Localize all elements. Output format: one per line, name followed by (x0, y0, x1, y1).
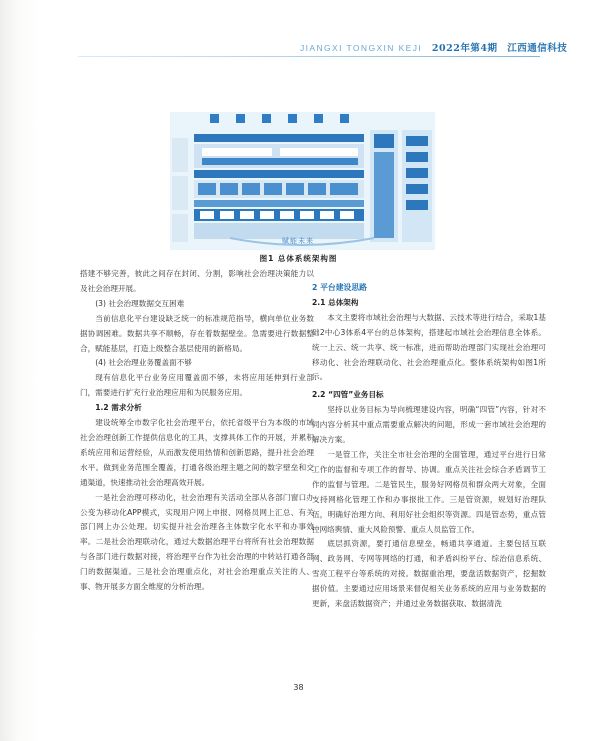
paragraph: 一是社会治理可移动化，社会治理有关活动全部从各部门窗口办公变为移动化APP模式，实现用户网上申报、网格员网上汇总、有关部门网上办公处理。切实提升社会治理各主体数字化水平和办事效率。二是社会治理联动化，通过大数据治理平台将所有社会治理数据与各部门进行数据对接，将治理平台作为社会治理的中转站打通各部门的数据渠道。三是社会治理重点化，对社会治理重点关注的人、事、物开展多方面全维度的分析治理。 (80, 492, 314, 592)
subsection-heading: 2.2 “四管”业务目标 (312, 390, 384, 400)
header-rule (78, 56, 540, 57)
list-item-heading: (3) 社会治理数据交互困难 (95, 298, 185, 308)
journal-name-chinese: 江西通信科技 (507, 43, 568, 54)
running-header (300, 40, 567, 54)
subsection-heading: 2.1 总体架构 (312, 297, 359, 307)
section-heading: 1.2 需求分析 (95, 403, 142, 413)
journal-name-pinyin: JIANGXI TONGXIN KEJI (300, 43, 423, 53)
section-heading: 2 平台建设思路 (312, 283, 367, 292)
page-number: 38 (293, 683, 304, 692)
paragraph: 本文主要将市域社会治理与大数据、云技术等进行结合，采取1基础2中心3体系4平台的总体架构，搭建起市域社会治理信息全体系。统一上云、统一共享、统一标准，进而帮助治理部门实现社会治理可移动化、社会治理联动化、社会治理重点化。整体系统架构如图1所示。 (312, 312, 546, 382)
issue-number: 2022年第4期 (431, 43, 498, 54)
figure-caption: 图1 总体系统架构图 (259, 254, 338, 263)
paragraph: 现有信息化平台业务应用覆盖面不够，未将应用延伸到行业部门，需要进行扩充行业治理应用和为民服务应用。 (80, 373, 314, 398)
paragraph: 底层抓资源，要打通信息壁垒，畅通共享通道。主要包括互联网、政务网、专网等网络的打通，和矛盾纠纷平台、综治信息系统、雪亮工程平台等系统的对接。数据重治理，要盘活数据资产，挖掘数据价值。主要通过应用场景来督促相关业务系统的应用与业务数据的更新，来盘活数据资产；并通过业务数据获取、数据清洗 (312, 539, 546, 609)
architecture-figure (170, 112, 435, 250)
left-column (80, 267, 314, 595)
architecture-diagram (170, 112, 435, 250)
paragraph: 建设统筹全市数字化社会治理平台，依托省级平台为本级的市域社会治理创新工作提供信息化的工具，支撑具体工作的开展，并累积系统应用和运营经验，从而激发使用热情和创新思路，提升社会治理水平。做到业务范围全覆盖，打通各级治理主题之间的数字壁垒和交通渠道，快速推动社会治理高效开展。 (80, 418, 314, 487)
right-column (312, 267, 546, 612)
paragraph: 坚持以业务目标为导向梳理建设内容，明确“四管”内容，针对不同内容分析其中重点需要重点解决的问题，形成一套市域社会治理的解决方案。 (312, 405, 546, 445)
paragraph: 一是管工作，关注全市社会治理的全面管理，通过平台进行日常工作的监督和专项工作的督导、协调。重点关注社会综合矛盾调节工作的监督与管理。二是管民生，服务好网格员和群众两大对象，全面支持网格化管理工作和办事报批工作。三是管资源，规划好治理队伍，明确好治理方向、利用好社会组织等资源。四是管态势，重点管控网络舆情、重大风险预警、重点人员监管工作。 (312, 449, 546, 534)
paragraph: 搭建不够完善，彼此之间存在封闭、分割，影响社会治理决策能力以及社会治理开展。 (80, 269, 314, 293)
figure-bottom-label: 赋能未来 (282, 237, 314, 245)
top-app-icons (210, 114, 349, 123)
list-item-heading: (4) 社会治理业务覆盖面不够 (95, 358, 192, 368)
paragraph: 当前信息化平台建设缺乏统一的标准规范指导，横向单位业务数据协调困难。数据共享不顺畅，存在着数据壁垒。急需要进行数据整合，赋能基层，打造上级整合基层使用的新格局。 (80, 313, 314, 353)
